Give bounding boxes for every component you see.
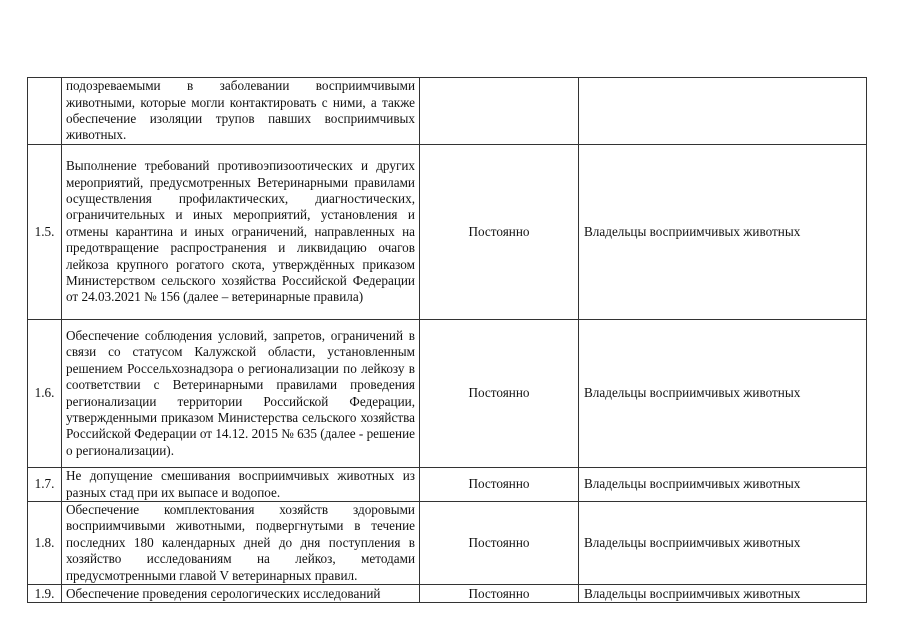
row-number: 1.9.	[28, 585, 62, 603]
measure-responsible: Владельцы восприимчивых животных	[579, 468, 867, 502]
measure-description: Обеспечение проведения серологических исследований	[62, 585, 420, 603]
table-row	[28, 145, 867, 320]
row-number: 1.5.	[28, 145, 62, 320]
table-row	[28, 320, 867, 468]
measure-responsible: Владельцы восприимчивых животных	[579, 585, 867, 603]
table-row	[28, 585, 867, 603]
measure-term: Постоянно	[420, 502, 579, 585]
measures-table	[27, 77, 867, 603]
measure-description: Не допущение смешивания восприимчивых животных из разных стад при их выпасе и водопое.	[62, 468, 420, 502]
measure-responsible: Владельцы восприимчивых животных	[579, 320, 867, 468]
measure-description: Обеспечение соблюдения условий, запретов, ограничений в связи со статусом Калужской области, установленным решением Россельхознадзора о регионализации по лейкозу в соответствии с Ветеринарными правилами проведения регионализации территории Российской Федерации, утвержденными приказом Министерства сельского хозяйства Российской Федерации от 14.12. 2015 № 635 (далее - решение о регионализации).	[62, 320, 420, 468]
row-number: 1.8.	[28, 502, 62, 585]
measure-responsible	[579, 78, 867, 145]
measure-description: подозреваемыми в заболевании восприимчивыми животными, которые могли контактировать с ними, а также обеспечение изоляции трупов павших восприимчивых животных.	[62, 78, 420, 145]
measure-description: Обеспечение комплектования хозяйств здоровыми восприимчивыми животными, подвергнутыми в течение последних 180 календарных дней до дня поступления в хозяйство исследованиям на лейкоз, методами предусмотренными главой V ветеринарных правил.	[62, 502, 420, 585]
measure-term	[420, 78, 579, 145]
measure-responsible: Владельцы восприимчивых животных	[579, 145, 867, 320]
measure-term: Постоянно	[420, 145, 579, 320]
row-number: 1.6.	[28, 320, 62, 468]
row-number: 1.7.	[28, 468, 62, 502]
measure-term: Постоянно	[420, 585, 579, 603]
table-row	[28, 78, 867, 145]
measure-term: Постоянно	[420, 320, 579, 468]
measure-description: Выполнение требований противоэпизоотических и других мероприятий, предусмотренных Ветеринарными правилами осуществления профилактических, диагностических, ограничительных и иных мероприятий, установления и отмены карантина и иных ограничений, направленных на предотвращение распространения и ликвидацию очагов лейкоза крупного рогатого скота, утверждённых приказом Министерством сельского хозяйства Российской Федерации от 24.03.2021 № 156 (далее – ветеринарные правила)	[62, 145, 420, 320]
measure-responsible: Владельцы восприимчивых животных	[579, 502, 867, 585]
row-number	[28, 78, 62, 145]
measure-term: Постоянно	[420, 468, 579, 502]
table-row	[28, 468, 867, 502]
table-row	[28, 502, 867, 585]
